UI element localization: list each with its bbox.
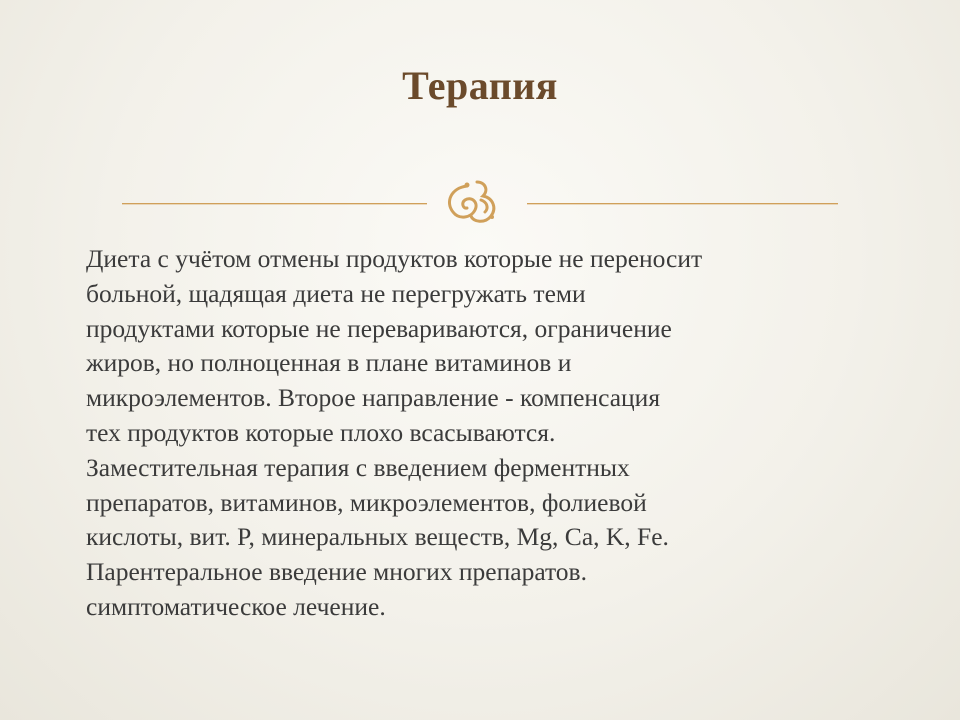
title-divider	[122, 176, 838, 230]
body-line: микроэлементов. Второе направление - компенсация	[86, 383, 661, 413]
body-line: жиров, но полноценная в плане витаминов и	[86, 348, 572, 378]
body-line: больной, щадящая диета не перегружать теми	[86, 278, 586, 308]
body-line: Заместительная терапия с введением ферментных	[86, 452, 630, 482]
body-line: кислоты, вит. P, минеральных веществ, Mg, Ca, K, Fe.	[86, 522, 669, 552]
body-line: препаратов, витаминов, микроэлементов, фолиевой	[86, 487, 647, 517]
body-line: Диета с учётом отмены продуктов которые не переносит	[86, 244, 703, 273]
body-line: тех продуктов которые плохо всасываются.	[86, 417, 556, 447]
divider-line-left	[122, 203, 427, 204]
slide-title: Терапия	[402, 63, 558, 108]
divider-line-right	[527, 203, 838, 204]
body-line: Парентеральное введение многих препаратов.	[86, 557, 587, 587]
body-line: симптоматическое лечение.	[86, 591, 386, 621]
fleuron-icon	[437, 176, 517, 230]
body-line: продуктами которые не перевариваются, ограничение	[86, 313, 672, 343]
body-paragraph	[86, 242, 886, 625]
